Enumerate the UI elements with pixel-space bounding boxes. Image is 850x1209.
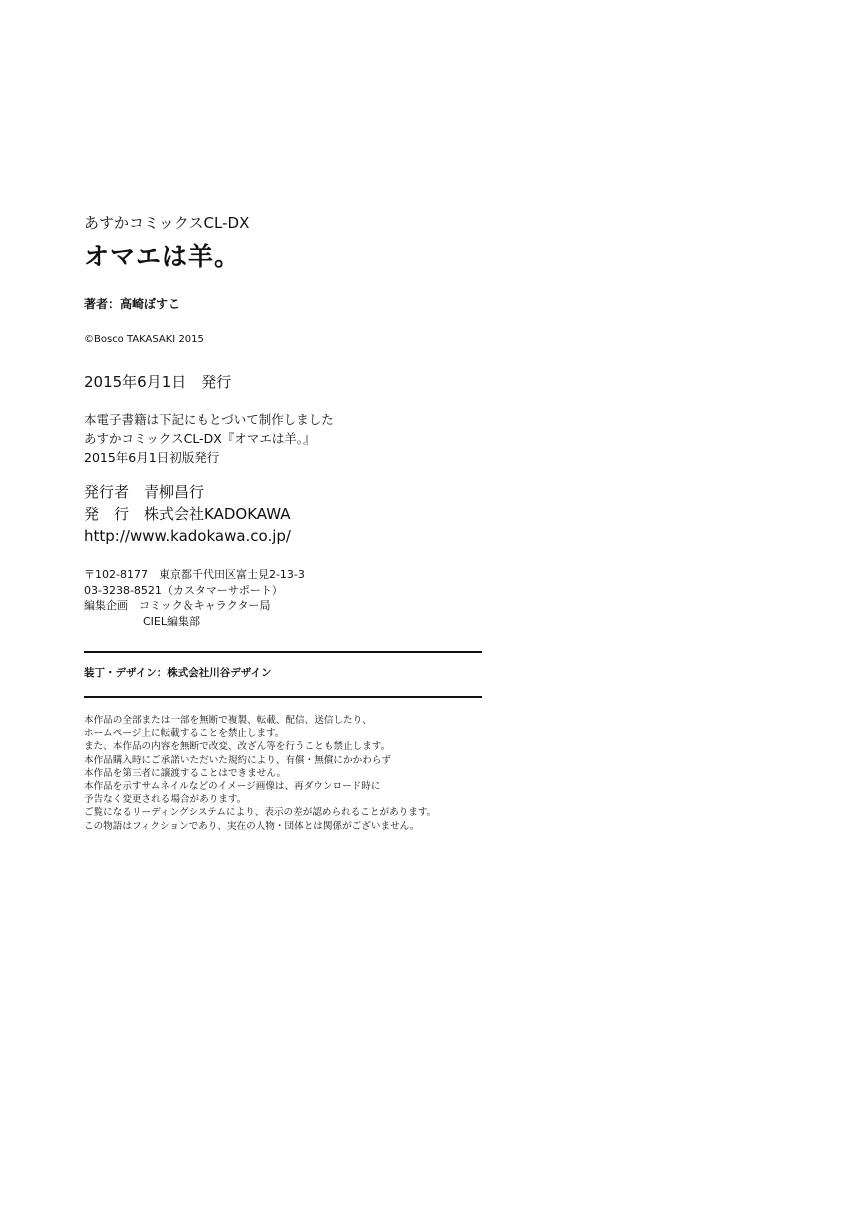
notice-line: 本作品の全部または一部を無断で複製、転載、配信、送信したり、 (84, 715, 372, 726)
notice-line: 本作品購入時にご承諾いただいた規約により、有償・無償にかかわらず (84, 754, 391, 766)
divider-bottom (84, 696, 482, 698)
author-credit: 著者：高崎ぼすこ (84, 297, 181, 311)
address-block (84, 567, 484, 629)
editorial-division: 編集企画 コミック＆キャラクター局 (84, 599, 271, 612)
notice-line: 本作品を第三者に譲渡することはできません。 (84, 767, 287, 779)
design-credit: 装丁・デザイン：株式会社川谷デザイン (84, 667, 272, 679)
publisher-company: 発 行 株式会社KADOKAWA (84, 505, 291, 523)
legal-notice (84, 714, 484, 833)
publication-date: 2015年6月1日 発行 (84, 373, 232, 391)
notice-line: 予告なく変更される場合があります。 (84, 794, 247, 806)
notice-line: 本作品を示すサムネイルなどのイメージ画像は、再ダウンロード時に (84, 781, 381, 793)
publisher-url: http://www.kadokawa.co.jp/ (84, 527, 291, 545)
phone-number: 03-3238-8521（カスタマーサポート） (84, 583, 283, 597)
edition-note-line: 2015年6月1日初版発行 (84, 450, 220, 465)
notice-line: また、本作品の内容を無断で改変、改ざん等を行うことも禁止します。 (84, 741, 391, 753)
notice-line: ご覧になるリーディングシステムにより、表示の差が認められることがあります。 (84, 807, 437, 819)
edition-note (84, 410, 484, 467)
issuer-name: 発行者 青柳昌行 (84, 483, 205, 501)
series-name: あすかコミックスCL-DX (84, 214, 250, 232)
book-title: オマエは羊。 (84, 242, 241, 271)
publisher-block (84, 481, 484, 547)
postal-address: 〒102-8177 東京都千代田区富士見2-13-3 (84, 568, 305, 581)
notice-line: この物語はフィクションであり、実在の人物・団体とは関係がございません。 (84, 820, 420, 832)
edition-note-line: あすかコミックスCL-DX『オマエは羊。』 (84, 431, 316, 446)
edition-note-line: 本電子書籍は下記にもとづいて制作しました (84, 412, 334, 427)
colophon (84, 212, 484, 833)
notice-line: ホームページ上に転載することを禁止します。 (84, 728, 285, 740)
copyright-notice: ©Bosco TAKASAKI 2015 (84, 334, 204, 345)
editorial-department: CIEL編集部 (143, 614, 201, 628)
